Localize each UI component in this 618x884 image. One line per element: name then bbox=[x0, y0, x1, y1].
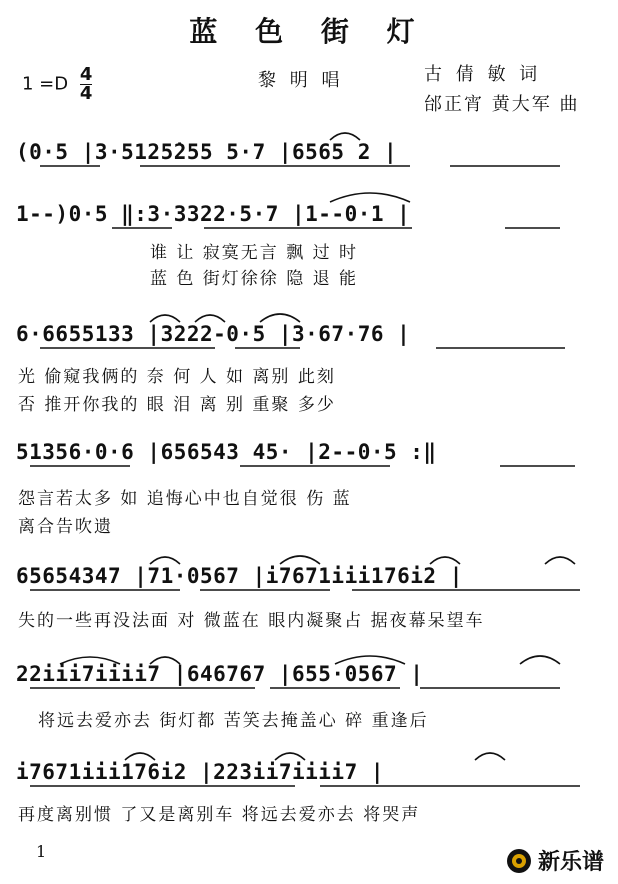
notation-row-1: (0·5 |3·5125̇255 5·7 |6565 2 | bbox=[16, 140, 398, 164]
lyric-row-3-verse-1: 光 偷窥我俩的 奈 何 人 如 离别 此刻 bbox=[18, 367, 336, 387]
key-label: 1 =D bbox=[22, 73, 69, 95]
notation-row-4: 51356·0·6 |656543 45· |2--0·5 :‖ bbox=[16, 440, 437, 464]
singer-credit: 黎 明 唱 bbox=[258, 70, 344, 91]
notation-row-7: i7671iii176i2 |223ii7iiii7 | bbox=[16, 760, 385, 784]
page-number: 1 bbox=[36, 842, 47, 861]
lyricist-credit: 古 倩 敏 词 bbox=[424, 64, 542, 85]
notation-row-3: 6·6655133 |3222-0·5 |3·67·76 | bbox=[16, 322, 411, 346]
lyric-row-4-verse-1: 怨言若太多 如 追悔心中也自觉很 伤 蓝 bbox=[18, 489, 352, 509]
lyric-row-2-verse-2: 蓝 色 街灯徐徐 隐 退 能 bbox=[150, 269, 359, 289]
lyric-row-5: 失的一些再没法面 对 微蓝在 眼内凝聚占 据夜幕呆望车 bbox=[18, 611, 485, 631]
lyric-row-2-verse-1: 谁 让 寂寞无言 飘 过 时 bbox=[150, 243, 359, 263]
time-signature-bottom: 4 bbox=[79, 83, 93, 104]
lyric-row-3-verse-2: 否 推开你我的 眼 泪 离 别 重聚 多少 bbox=[18, 395, 336, 415]
lyric-row-4-verse-2: 离合告吹遗 bbox=[18, 517, 113, 537]
lyric-row-7: 再度离别惯 了又是离别车 将远去爱亦去 将哭声 bbox=[18, 805, 421, 825]
logo-text: 新乐谱 bbox=[537, 850, 604, 875]
notation-row-5: 65654347 |71·0567 |i7671iii176i2 | bbox=[16, 564, 463, 588]
site-logo bbox=[506, 845, 604, 876]
notation-row-6: 22iii7iiii7 |646767 |655·0567 | bbox=[16, 662, 424, 686]
music-disc-icon bbox=[506, 848, 532, 874]
composer-credit: 邰正宵 黄大军 曲 bbox=[424, 94, 580, 115]
time-signature-top: 4 bbox=[79, 64, 93, 85]
lyric-row-6: 将远去爱亦去 街灯都 苦笑去掩盖心 碎 重逢后 bbox=[38, 711, 429, 731]
song-title: 蓝 色 街 灯 bbox=[189, 15, 429, 48]
notation-row-2: 1--)0·5 ‖:3·3322·5·7 |1--0·1 | bbox=[16, 202, 411, 226]
